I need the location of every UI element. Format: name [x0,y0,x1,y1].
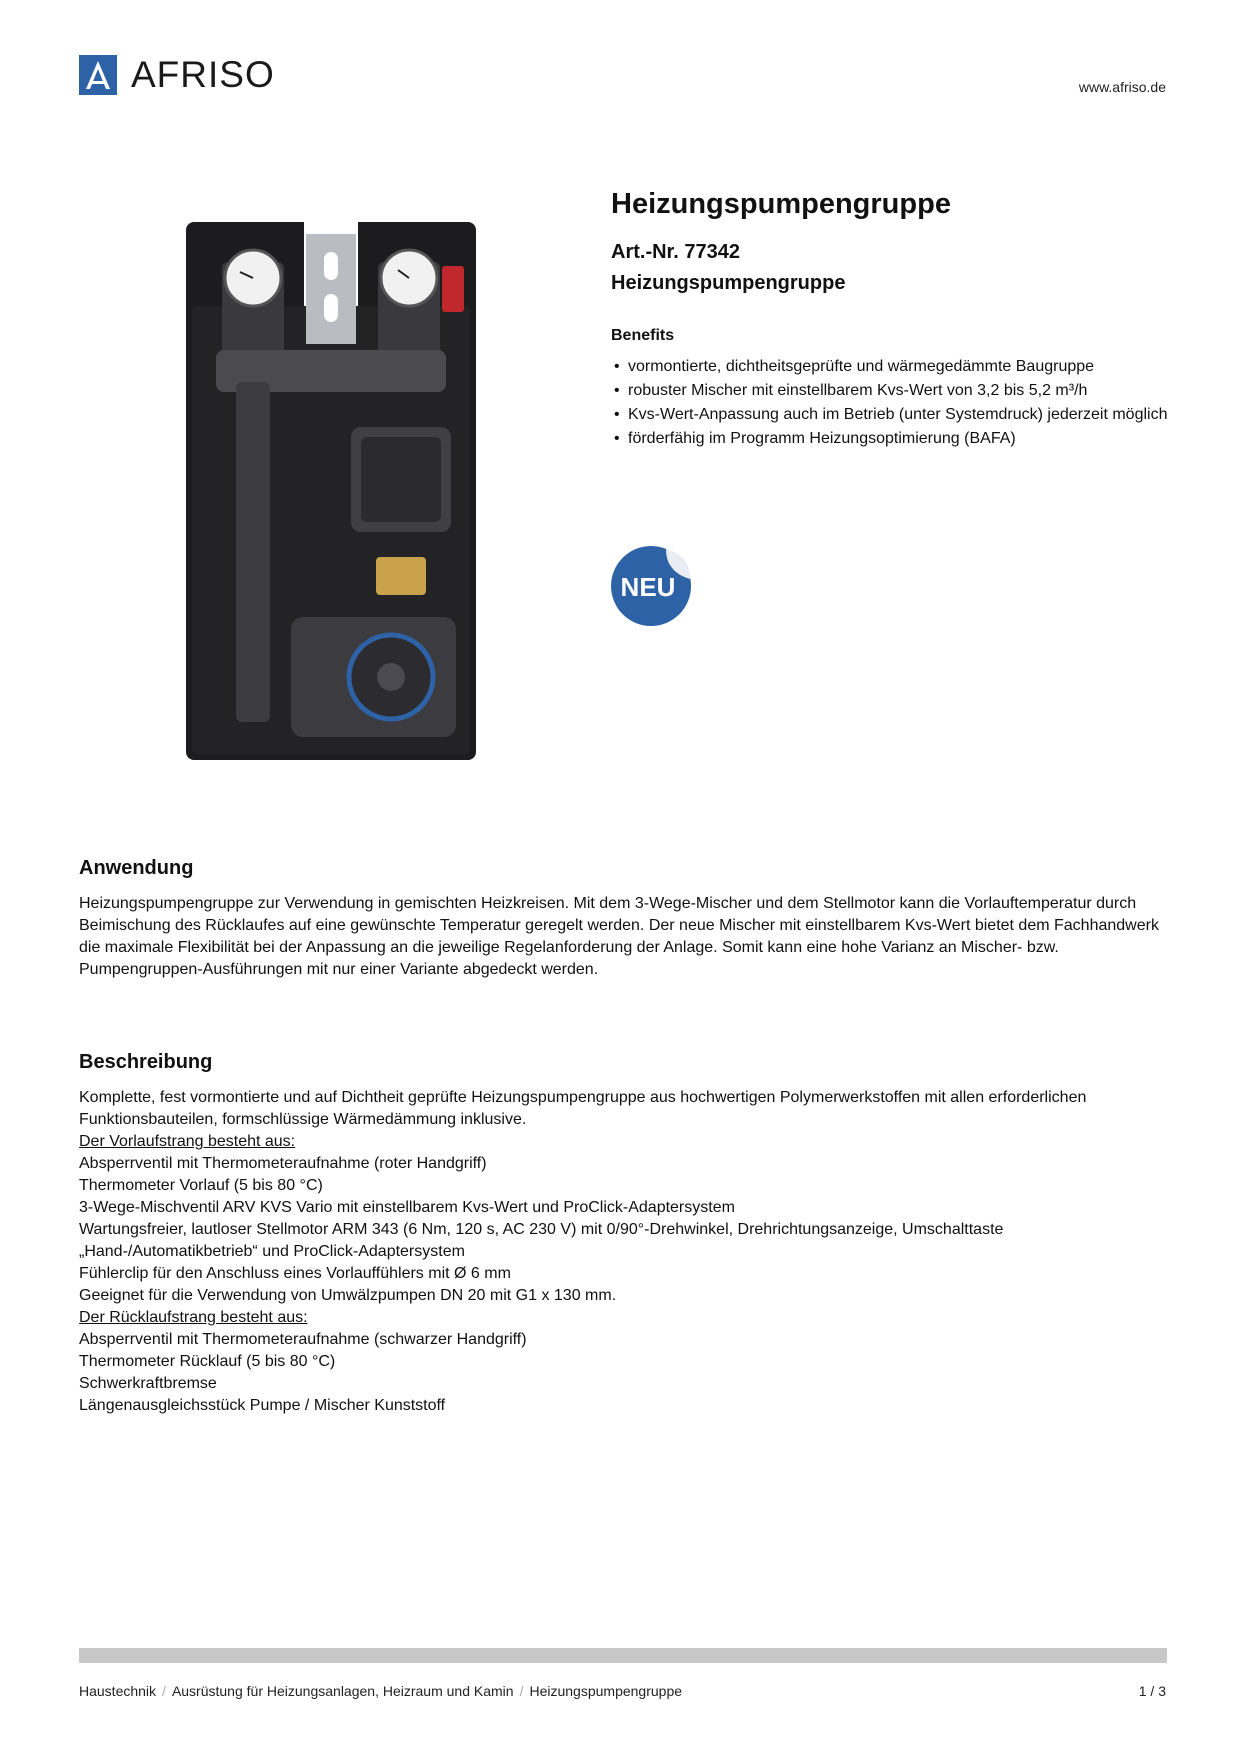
brand-logo [79,55,275,95]
vorlauf-item: Geeignet für die Verwendung von Umwälzpumpen DN 20 mit G1 x 130 mm. [79,1287,617,1304]
vorlauf-item: Wartungsfreier, lautloser Stellmotor ARM 343 (6 Nm, 120 s, AC 230 V) mit 0/90°-Drehwinkel, Drehrichtungsanzeige, Umschalttaste „Hand-/Automatikbetrieb“ und ProClick-Adaptersystem [79,1221,1004,1260]
breadcrumb-separator: / [162,1683,166,1699]
ruecklauf-item: Schwerkraftbremse [79,1375,217,1392]
beschreibung-text [79,1087,1169,1417]
brand-name: AFRISO [131,54,275,95]
breadcrumb-item[interactable]: Heizungspumpengruppe [529,1683,683,1699]
vorlauf-item: 3-Wege-Mischventil ARV KVS Vario mit einstellbarem Kvs-Wert und ProClick-Adaptersystem [79,1199,735,1216]
ruecklauf-item: Thermometer Rücklauf (5 bis 80 °C) [79,1353,336,1370]
benefits-list [614,357,1174,453]
breadcrumb-item[interactable]: Haustechnik [79,1683,157,1699]
benefit-item: • vormontierte, dichtheitsgeprüfte und wärmegedämmte Baugruppe [614,357,1174,377]
ruecklauf-item: Längenausgleichsstück Pumpe / Mischer Kunststoff [79,1397,446,1414]
beschreibung-intro: Komplette, fest vormontierte und auf Dichtheit geprüfte Heizungspumpengruppe aus hochwertigen Polymerwerkstoffen mit allen erforderlichen Funktionsbauteilen, formschlüssige Wärmedämmung inklusive. [79,1089,1087,1128]
page-number: 1 / 3 [1138,1683,1166,1699]
anwendung-heading: Anwendung [79,857,194,879]
breadcrumb-item[interactable]: Ausrüstung für Heizungsanlagen, Heizraum und Kamin [171,1683,514,1699]
vorlauf-item: Thermometer Vorlauf (5 bis 80 °C) [79,1177,323,1194]
benefit-item: • Kvs-Wert-Anpassung auch im Betrieb (unter Systemdruck) jederzeit möglich [614,405,1174,425]
new-badge-label: NEU [620,572,676,602]
anwendung-text: Heizungspumpengruppe zur Verwendung in gemischten Heizkreisen. Mit dem 3-Wege-Mischer und dem Stellmotor kann die Vorlauftemperatur durch Beimischung des Rücklaufes auf eine gewünschte Temperatur geregelt werden. Der neue Mischer mit einstellbarem Kvs-Wert bietet dem Fachhandwerk die maximale Flexibilität bei der Anpassung an die jeweilige Regelanforderung der Anlage. Somit kann eine hohe Varianz an Mischer- bzw. Pumpengruppen-Ausführungen mit nur einer Variante abgedeckt werden. [79,895,1159,978]
beschreibung-heading: Beschreibung [79,1051,213,1073]
breadcrumb [79,1683,682,1699]
new-badge-icon [610,545,692,627]
product-subtitle: Heizungspumpengruppe [611,272,846,294]
vorlauf-item: Fühlerclip für den Anschluss eines Vorlauffühlers mit Ø 6 mm [79,1265,511,1282]
article-number: Art.-Nr. 77342 [611,241,740,263]
benefit-item: • förderfähig im Programm Heizungsoptimierung (BAFA) [614,429,1174,449]
footer-divider [79,1648,1167,1663]
ruecklauf-item: Absperrventil mit Thermometeraufnahme (schwarzer Handgriff) [79,1331,527,1348]
vorlauf-item: Absperrventil mit Thermometeraufnahme (roter Handgriff) [79,1155,487,1172]
benefit-item: • robuster Mischer mit einstellbarem Kvs-Wert von 3,2 bis 5,2 m³/h [614,381,1174,401]
website-link[interactable]: www.afriso.de [1078,79,1166,95]
vorlauf-heading: Der Vorlaufstrang besteht aus: [79,1133,296,1150]
breadcrumb-separator: / [519,1683,524,1699]
afriso-logo-icon [79,55,117,95]
ruecklauf-heading: Der Rücklaufstrang besteht aus: [79,1309,308,1326]
product-title: Heizungspumpengruppe [611,188,951,220]
pump-group-image [186,222,476,760]
benefits-heading: Benefits [611,327,675,344]
